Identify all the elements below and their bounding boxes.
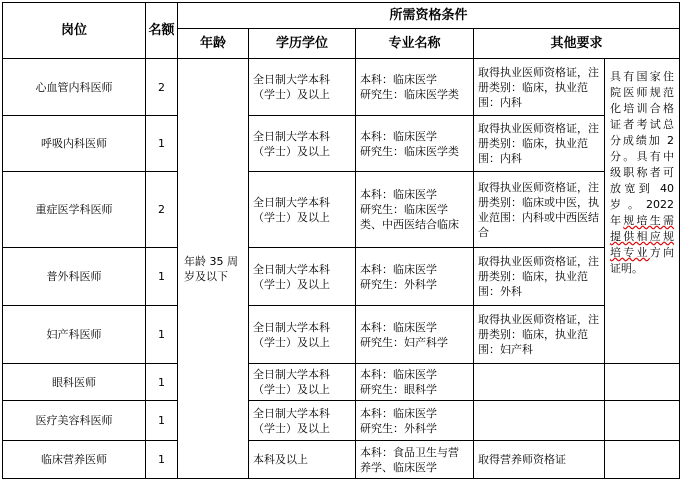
- quota-count: 2: [146, 59, 178, 116]
- education-requirement: 全日制大学本科（学士）及以上: [249, 172, 356, 248]
- other-requirement: 取得执业医师资格证，注册类别：临床，执业范围：妇产科: [474, 306, 605, 364]
- quota-count: 1: [146, 401, 178, 441]
- other-requirement: 取得执业医师资格证，注册类别：临床，执业范围：内科: [474, 116, 605, 172]
- header-quota: 名额: [146, 3, 178, 59]
- table-row: [3, 248, 680, 306]
- note-part1: 具有国家住院医师规范化培训合格证者考试总分成绩加 2 分。具有中级职称者可放宽到 40 岁。2022 年: [610, 70, 675, 227]
- table-row: [3, 364, 680, 401]
- education-requirement: 全日制大学本科（学士）及以上: [249, 248, 356, 306]
- post-name: 临床营养医师: [3, 441, 146, 479]
- education-requirement: 全日制大学本科（学士）及以上: [249, 306, 356, 364]
- other-requirement: 取得营养师资格证: [474, 441, 605, 479]
- header-other: 其他要求: [474, 29, 680, 59]
- education-requirement: 全日制大学本科（学士）及以上: [249, 364, 356, 401]
- note-part3: 方向证明。: [610, 246, 675, 275]
- header-conditions: 所需资格条件: [178, 3, 680, 29]
- table-row: [3, 116, 680, 172]
- education-requirement: 全日制大学本科（学士）及以上: [249, 59, 356, 116]
- note-part2: 规培生需提供相应规培专业: [610, 214, 675, 259]
- other-requirement: [474, 401, 605, 441]
- education-requirement: 全日制大学本科（学士）及以上: [249, 401, 356, 441]
- table-row: [3, 306, 680, 364]
- recruitment-table: [2, 2, 680, 479]
- major-requirement: 本科：临床医学 研究生：妇产科学: [356, 306, 474, 364]
- note-cell: [605, 59, 680, 364]
- major-requirement: 本科：临床医学 研究生：外科学: [356, 401, 474, 441]
- header-major: 专业名称: [356, 29, 474, 59]
- post-name: 眼科医师: [3, 364, 146, 401]
- other-requirement: 取得执业医师资格证，注册类别：临床或中医，执业范围：内科或中西医结合: [474, 172, 605, 248]
- other-requirement: 取得执业医师资格证，注册类别：临床，执业范围：内科: [474, 59, 605, 116]
- post-name: 重症医学科医师: [3, 172, 146, 248]
- age-requirement: 年龄 35 周岁及以下: [178, 59, 249, 479]
- table-row: [3, 401, 680, 441]
- major-requirement: 本科：临床医学 研究生：临床医学类、中西医结合临床: [356, 172, 474, 248]
- post-name: 心血管内科医师: [3, 59, 146, 116]
- header-education: 学历学位: [249, 29, 356, 59]
- table-row: [3, 172, 680, 248]
- major-requirement: 本科：临床医学 研究生：临床医学类: [356, 116, 474, 172]
- header-age: 年龄: [178, 29, 249, 59]
- header-post: 岗位: [3, 3, 146, 59]
- table-row: [3, 59, 680, 116]
- major-requirement: 本科：临床医学 研究生：临床医学类: [356, 59, 474, 116]
- table-row: [3, 441, 680, 479]
- post-name: 呼吸内科医师: [3, 116, 146, 172]
- education-requirement: 全日制大学本科（学士）及以上: [249, 116, 356, 172]
- note-empty-cell: [605, 401, 680, 441]
- quota-count: 1: [146, 306, 178, 364]
- quota-count: 1: [146, 364, 178, 401]
- post-name: 医疗美容科医师: [3, 401, 146, 441]
- major-requirement: 本科：食品卫生与营养学、临床医学: [356, 441, 474, 479]
- quota-count: 2: [146, 172, 178, 248]
- major-requirement: 本科：临床医学 研究生：外科学: [356, 248, 474, 306]
- post-name: 妇产科医师: [3, 306, 146, 364]
- other-requirement: [474, 364, 605, 401]
- post-name: 普外科医师: [3, 248, 146, 306]
- quota-count: 1: [146, 441, 178, 479]
- education-requirement: 本科及以上: [249, 441, 356, 479]
- major-requirement: 本科：临床医学 研究生：眼科学: [356, 364, 474, 401]
- other-requirement: 取得执业医师资格证，注册类别：临床，执业范围：外科: [474, 248, 605, 306]
- note-empty-cell: [605, 441, 680, 479]
- quota-count: 1: [146, 116, 178, 172]
- note-empty-cell: [605, 364, 680, 401]
- quota-count: 1: [146, 248, 178, 306]
